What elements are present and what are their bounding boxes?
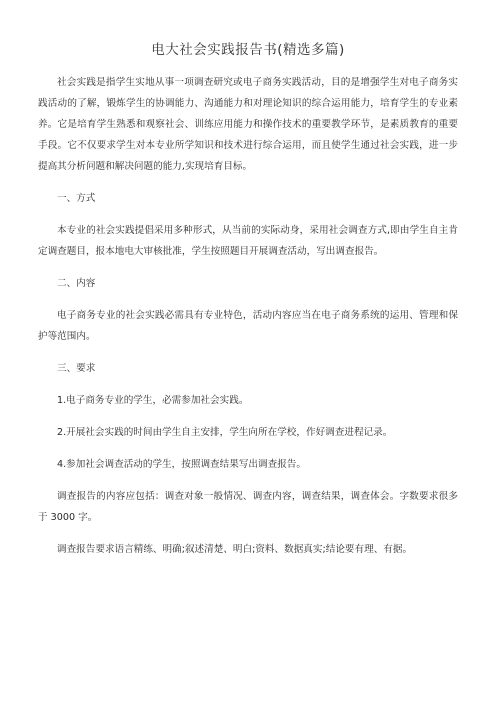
requirement-item-4: 4.参加社会调查活动的学生，按照调查结果写出调查报告。 (57, 459, 306, 470)
requirement-item-1: 1.电子商务专业的学生，必需参加社会实践。 (57, 395, 249, 406)
section-heading-requirements: 三、要求 (57, 363, 96, 374)
report-requirements-paragraph: 调查报告要求语言精练、明确;叙述清楚、明白;资料、数据真实;结论要有理、有据。 (57, 544, 413, 555)
section-heading-content: 二、内容 (57, 278, 96, 289)
method-paragraph: 本专业的社会实践提倡采用多种形式，从当前的实际动身，采用社会调查方式,即由学生自主肯定调查题目，报本地电大审核批准，学生按照题目开展调查活动，写出调查报告。 (38, 225, 458, 257)
intro-paragraph: 社会实践是指学生实地从事一项调查研究或电子商务实践活动，目的是增强学生对电子商务实践活动的了解，锻炼学生的协调能力、沟通能力和对理论知识的综合运用能力，培育学生的专业素养。它是培育学生熟悉和观察社会、训练应用能力和操作技术的重要教学环节，是素质教育的重要手段。它不仅要求学生对本专业所学知识和技术进行综合运用，而且使学生通过社会实践，进一步提高其分析问题和解决问题的能力,实现培育目标。 (38, 77, 458, 172)
section-heading-method: 一、方式 (57, 193, 96, 204)
document-title: 电大社会实践报告书(精选多篇) (151, 42, 345, 58)
content-paragraph: 电子商务专业的社会实践必需具有专业特色，活动内容应当在电子商务系统的运用、管理和保护等范围内。 (38, 310, 458, 342)
requirement-item-2: 2.开展社会实践的时间由学生自主安排，学生向所在学校，作好调查进程记录。 (57, 427, 393, 438)
report-content-paragraph: 调查报告的内容应包括：调查对象一般情况、调查内容，调查结果，调查体会。字数要求很多于 3000 字。 (38, 491, 458, 523)
